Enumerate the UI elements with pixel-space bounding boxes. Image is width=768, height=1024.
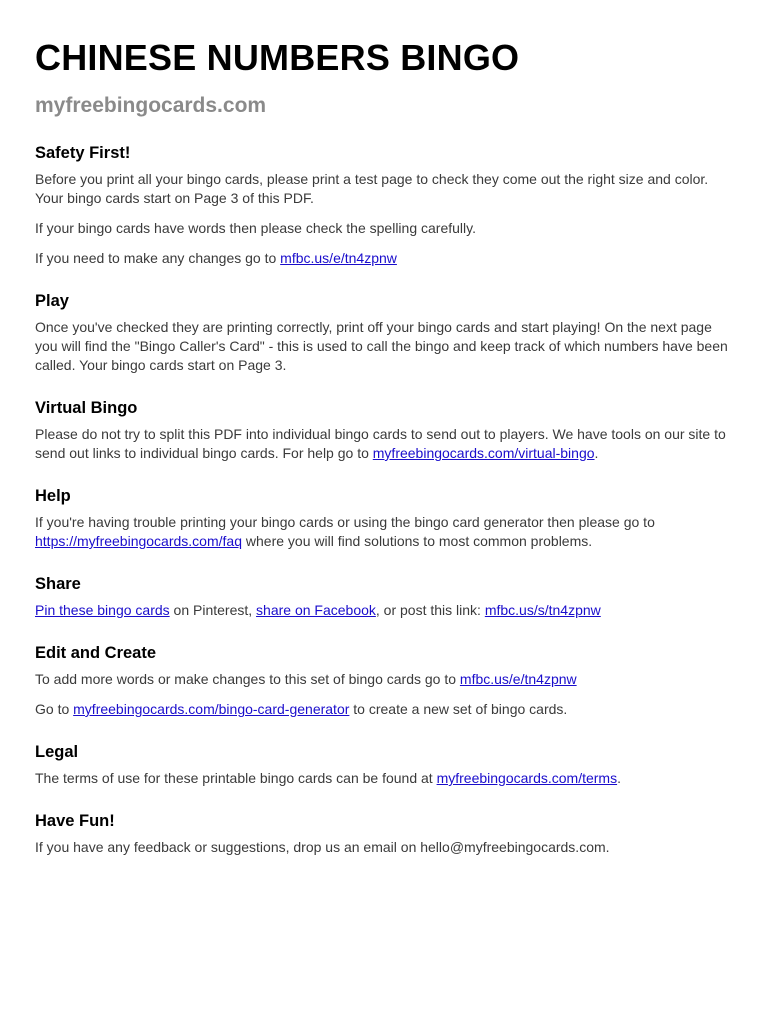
help-text: If you're having trouble printing your bingo cards or using the bingo card generator then please go to [35, 514, 655, 530]
generator-link[interactable]: myfreebingocards.com/bingo-card-generator [73, 701, 350, 717]
safety-text: If you need to make any changes go to [35, 250, 281, 266]
section-help [35, 485, 736, 551]
edit-link[interactable]: mfbc.us/e/tn4zpnw [280, 250, 397, 266]
virtual-text-end: . [594, 445, 599, 461]
legal-text: The terms of use for these printable bingo cards can be found at [35, 770, 437, 786]
section-play [35, 290, 736, 375]
virtual-paragraph [35, 425, 736, 463]
safety-paragraph-1: Before you print all your bingo cards, please print a test page to check they come out the right size and color. Your bingo cards start on Page 3 of this PDF. [35, 171, 709, 206]
facebook-link[interactable]: share on Facebook [256, 602, 376, 618]
edit-paragraph-2 [35, 700, 736, 719]
legal-paragraph [35, 769, 736, 788]
section-heading-edit-and-create: Edit and Create [35, 644, 157, 662]
section-have-fun [35, 810, 736, 857]
edit-text-2-end: to create a new set of bingo cards. [349, 701, 568, 717]
section-heading-help: Help [35, 487, 71, 505]
section-safety-first [35, 142, 736, 268]
share-short-link[interactable]: mfbc.us/s/tn4zpnw [484, 602, 601, 618]
section-heading-safety-first: Safety First! [35, 144, 131, 162]
fun-paragraph: If you have any feedback or suggestions, drop us an email on hello@myfreebingocards.com. [35, 839, 610, 855]
legal-text-end: . [617, 770, 621, 786]
section-heading-virtual-bingo: Virtual Bingo [35, 399, 138, 417]
edit-text-2: Go to [35, 701, 74, 717]
safety-paragraph-2: If your bingo cards have words then please check the spelling carefully. [35, 220, 476, 236]
page-title: CHINESE NUMBERS BINGO [35, 37, 520, 78]
section-heading-play: Play [35, 292, 69, 310]
terms-link[interactable]: myfreebingocards.com/terms [436, 770, 618, 786]
section-legal [35, 741, 736, 788]
share-text-1: on Pinterest, [169, 602, 257, 618]
edit-paragraph-1 [35, 670, 736, 689]
pinterest-link[interactable]: Pin these bingo cards [35, 602, 170, 618]
virtual-bingo-link[interactable]: myfreebingocards.com/virtual-bingo [372, 445, 595, 461]
share-text-2: , or post this link: [375, 602, 485, 618]
share-paragraph [35, 601, 736, 620]
section-virtual-bingo [35, 397, 736, 463]
section-heading-share: Share [35, 575, 81, 593]
section-heading-legal: Legal [35, 743, 79, 761]
section-heading-have-fun: Have Fun! [35, 812, 115, 830]
section-edit-and-create [35, 642, 736, 719]
faq-link[interactable]: https://myfreebingocards.com/faq [35, 533, 242, 549]
edit-text: To add more words or make changes to this set of bingo cards go to [35, 671, 460, 687]
virtual-text: Please do not try to split this PDF into individual bingo cards to send out to players. We have tools on our site to send out links to individual bingo cards. For help go to [35, 426, 726, 461]
section-share [35, 573, 736, 620]
help-paragraph [35, 513, 736, 551]
edit-short-link[interactable]: mfbc.us/e/tn4zpnw [459, 671, 577, 687]
help-text-end: where you will find solutions to most common problems. [242, 533, 593, 549]
site-name: myfreebingocards.com [35, 94, 267, 117]
play-paragraph: Once you've checked they are printing correctly, print off your bingo cards and start playing! On the next page you will find the "Bingo Caller's Card" - this is used to call the bingo and keep track of which numbers have been called. Your bingo cards start on Page 3. [35, 319, 728, 373]
safety-paragraph-3 [35, 249, 736, 268]
